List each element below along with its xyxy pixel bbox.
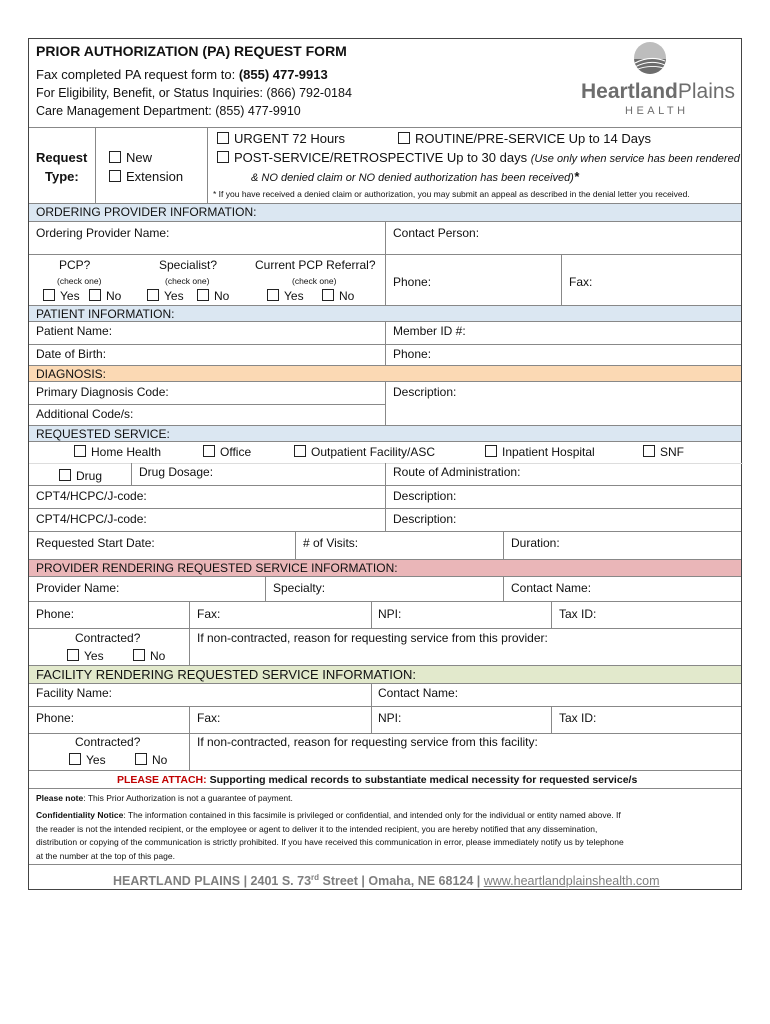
request-type-label-2: Type: xyxy=(45,169,79,184)
checkbox-icon xyxy=(197,289,209,301)
rule xyxy=(29,531,741,532)
address-footer: HEARTLAND PLAINS | 2401 S. 73rd Street | Omaha, NE 68124 | www.heartlandplainshealth.com xyxy=(113,873,660,889)
diagnosis-header: DIAGNOSIS: xyxy=(29,365,741,381)
conf-line-4: at the number at the top of this page. xyxy=(36,850,175,861)
yes-label: Yes xyxy=(86,753,106,767)
rendering-fax-label: Fax: xyxy=(197,607,221,621)
rule xyxy=(29,770,741,771)
cpt-code-2-label: CPT4/HCPC/J-code: xyxy=(36,512,147,526)
cpt-description-1-label: Description: xyxy=(393,489,457,503)
facility-phone-label: Phone: xyxy=(36,711,75,725)
rendering-contracted-no-checkbox[interactable] xyxy=(133,649,165,663)
drug-checkbox[interactable] xyxy=(59,469,102,483)
street-2: Street xyxy=(319,874,358,889)
conf-text-1: : The information contained in this facsimile is privileged or confidential, and intended only for the individual or entity named above. If xyxy=(123,810,621,820)
rendering-phone-label: Phone: xyxy=(36,607,75,621)
post-service-note: (Use only when service has been rendered xyxy=(530,153,740,165)
divider xyxy=(207,127,208,203)
ordering-fax-label: Fax: xyxy=(569,275,593,289)
ordering-phone-label: Phone: xyxy=(393,275,432,289)
yes-label: Yes xyxy=(284,289,304,303)
facility-header: FACILITY RENDERING REQUESTED SERVICE INFORMATION: xyxy=(29,665,741,683)
routine-label: ROUTINE/PRE-SERVICE Up to 14 Days xyxy=(415,131,651,146)
ordering-provider-name-label: Ordering Provider Name: xyxy=(36,226,170,240)
please-attach-line xyxy=(117,773,637,787)
outpatient-label: Outpatient Facility/ASC xyxy=(311,445,436,459)
rendering-provider-name-label: Provider Name: xyxy=(36,581,120,595)
snf-checkbox[interactable] xyxy=(643,445,684,459)
rule xyxy=(29,601,741,602)
rule xyxy=(29,254,741,255)
pa-request-form xyxy=(28,38,742,890)
facility-fax-label: Fax: xyxy=(197,711,221,725)
checkbox-icon xyxy=(322,289,334,301)
request-type-label-1: Request xyxy=(36,150,88,165)
logo-heartland: Heartland xyxy=(581,80,678,103)
new-label: New xyxy=(126,150,153,165)
extension-checkbox[interactable] xyxy=(109,170,183,184)
checkbox-icon xyxy=(147,289,159,301)
specialist-yes-checkbox[interactable] xyxy=(147,289,184,303)
urgent-label: URGENT 72 Hours xyxy=(234,131,346,146)
street-suffix: rd xyxy=(311,873,320,882)
divider xyxy=(503,531,504,559)
post-service-note-2 xyxy=(251,170,579,185)
checkbox-icon xyxy=(59,469,71,481)
primary-diagnosis-label: Primary Diagnosis Code: xyxy=(36,385,169,399)
please-attach-label: PLEASE ATTACH: xyxy=(117,774,207,786)
company-name: HEARTLAND PLAINS xyxy=(113,874,241,889)
member-id-label: Member ID #: xyxy=(393,324,466,338)
patient-name-label: Patient Name: xyxy=(36,324,113,338)
patient-info-header: PATIENT INFORMATION: xyxy=(29,305,741,321)
checkbox-icon xyxy=(203,445,215,457)
checkbox-icon xyxy=(217,132,229,144)
patient-phone-label: Phone: xyxy=(393,347,432,361)
checkbox-icon xyxy=(43,289,55,301)
check-one-note: (check one) xyxy=(57,276,102,286)
heartland-plains-logo-icon xyxy=(633,41,667,75)
divider xyxy=(561,254,562,305)
logo-plains: Plains xyxy=(677,80,736,103)
rule xyxy=(29,404,386,405)
facility-npi-label: NPI: xyxy=(378,711,402,725)
office-checkbox[interactable] xyxy=(203,445,251,459)
rule xyxy=(29,683,741,684)
rule xyxy=(29,508,741,509)
no-label: No xyxy=(152,753,168,767)
pcp-yes-checkbox[interactable] xyxy=(43,289,80,303)
additional-codes-label: Additional Code/s: xyxy=(36,407,134,421)
checkbox-icon xyxy=(109,151,121,163)
checkbox-icon xyxy=(109,170,121,182)
specialist-label: Specialist? xyxy=(159,258,218,272)
street: 2401 S. 73 xyxy=(250,874,312,889)
website-link[interactable]: www.heartlandplainshealth.com xyxy=(483,874,660,889)
checkbox-icon xyxy=(294,445,306,457)
rendering-provider-header: PROVIDER RENDERING REQUESTED SERVICE INFORMATION: xyxy=(29,559,741,576)
post-service-label: POST-SERVICE/RETROSPECTIVE Up to 30 days xyxy=(234,150,528,165)
rule xyxy=(29,733,741,734)
divider xyxy=(385,221,386,305)
rendering-contracted-yes-checkbox[interactable] xyxy=(67,649,104,663)
please-note-line xyxy=(36,791,293,805)
no-label: No xyxy=(106,289,122,303)
please-note-text: : This Prior Authorization is not a guarantee of payment. xyxy=(83,793,293,803)
checkbox-icon xyxy=(485,445,497,457)
rendering-contracted-label: Contracted? xyxy=(75,631,141,645)
divider xyxy=(385,381,386,425)
divider xyxy=(131,463,132,485)
divider xyxy=(371,601,372,628)
asterisk: * xyxy=(573,169,579,184)
divider xyxy=(295,531,296,559)
rule xyxy=(29,706,741,707)
contact-person-label: Contact Person: xyxy=(393,226,480,240)
visits-label: # of Visits: xyxy=(303,536,359,550)
divider xyxy=(189,601,190,665)
rule xyxy=(29,485,741,486)
checkbox-icon xyxy=(398,132,410,144)
fax-number: (855) 477-9913 xyxy=(238,67,328,82)
checkbox-icon xyxy=(69,753,81,765)
checkbox-icon xyxy=(217,151,229,163)
rule xyxy=(29,864,741,865)
yes-label: Yes xyxy=(84,649,104,663)
specialist-no-checkbox[interactable] xyxy=(197,289,229,303)
pcp-no-checkbox[interactable] xyxy=(89,289,121,303)
inpatient-label: Inpatient Hospital xyxy=(502,445,595,459)
start-date-label: Requested Start Date: xyxy=(36,536,155,550)
checkbox-icon xyxy=(643,445,655,457)
referral-no-checkbox[interactable] xyxy=(322,289,354,303)
drug-label: Drug xyxy=(76,469,103,483)
snf-label: SNF xyxy=(660,445,684,459)
diagnosis-description-label: Description: xyxy=(393,385,457,399)
divider xyxy=(189,706,190,770)
post-note-text: & NO denied claim or NO denied authorization has been received) xyxy=(251,172,574,184)
yes-label: Yes xyxy=(60,289,80,303)
duration-label: Duration: xyxy=(511,536,560,550)
pcp-label: PCP? xyxy=(59,258,91,272)
form-title: PRIOR AUTHORIZATION (PA) REQUEST FORM xyxy=(36,43,347,59)
home-health-label: Home Health xyxy=(91,445,162,459)
facility-contracted-no-checkbox[interactable] xyxy=(135,753,167,767)
facility-tax-id-label: Tax ID: xyxy=(559,711,597,725)
rendering-noncontracted-reason-label: If non-contracted, reason for requesting service from this provider: xyxy=(197,631,548,645)
divider xyxy=(503,576,504,601)
appeal-footnote: * If you have received a denied claim or authorization, you may submit an appeal as described in the denial letter you received. xyxy=(213,189,690,199)
logo-wordmark xyxy=(581,80,735,104)
please-attach-text: Supporting medical records to substantiate medical necessity for requested service/s xyxy=(209,774,638,786)
rendering-tax-id-label: Tax ID: xyxy=(559,607,597,621)
inpatient-checkbox[interactable] xyxy=(485,445,595,459)
dob-label: Date of Birth: xyxy=(36,347,107,361)
routine-checkbox[interactable] xyxy=(398,132,651,146)
yes-label: Yes xyxy=(164,289,184,303)
check-one-note: (check one) xyxy=(292,276,337,286)
rule xyxy=(29,344,741,345)
rendering-contact-name-label: Contact Name: xyxy=(511,581,592,595)
office-label: Office xyxy=(220,445,252,459)
request-type-top-rule xyxy=(29,127,741,128)
confidentiality-notice xyxy=(36,809,624,863)
facility-contracted-yes-checkbox[interactable] xyxy=(69,753,106,767)
no-label: No xyxy=(214,289,230,303)
referral-yes-checkbox[interactable] xyxy=(267,289,304,303)
rule xyxy=(29,463,743,464)
no-label: No xyxy=(150,649,166,663)
rule xyxy=(29,628,741,629)
extension-label: Extension xyxy=(126,169,184,184)
ordering-provider-header: ORDERING PROVIDER INFORMATION: xyxy=(29,203,741,221)
rendering-npi-label: NPI: xyxy=(378,607,402,621)
home-health-checkbox[interactable] xyxy=(74,445,161,459)
please-note-label: Please note xyxy=(36,793,84,803)
urgent-checkbox[interactable] xyxy=(217,132,345,146)
cpt-code-1-label: CPT4/HCPC/J-code: xyxy=(36,489,147,503)
route-admin-label: Route of Administration: xyxy=(393,465,521,479)
eligibility-line: For Eligibility, Benefit, or Status Inquiries: (866) 792-0184 xyxy=(36,86,352,100)
divider xyxy=(371,683,372,733)
fax-line xyxy=(36,68,328,82)
check-one-note: (check one) xyxy=(165,276,210,286)
fax-label: Fax completed PA request form to: xyxy=(36,67,236,82)
divider xyxy=(95,127,96,203)
checkbox-icon xyxy=(74,445,86,457)
cpt-description-2-label: Description: xyxy=(393,512,457,526)
care-mgmt-line: Care Management Department: (855) 477-9910 xyxy=(36,104,301,118)
requested-service-header: REQUESTED SERVICE: xyxy=(29,425,741,441)
logo-health: HEALTH xyxy=(625,105,689,117)
divider xyxy=(551,601,552,628)
new-checkbox[interactable] xyxy=(109,151,152,165)
rule xyxy=(29,788,741,789)
divider xyxy=(265,576,266,601)
checkbox-icon xyxy=(133,649,145,661)
rule xyxy=(29,441,741,442)
facility-noncontracted-reason-label: If non-contracted, reason for requesting service from this facility: xyxy=(197,735,538,749)
divider xyxy=(385,463,386,531)
facility-contact-name-label: Contact Name: xyxy=(378,686,459,700)
conf-line-2: the reader is not the intended recipient, or the employee or agent to deliver it to the intended recipient, you are hereby notified that any dissemination, xyxy=(36,823,598,834)
outpatient-checkbox[interactable] xyxy=(294,445,435,459)
checkbox-icon xyxy=(267,289,279,301)
checkbox-icon xyxy=(67,649,79,661)
no-label: No xyxy=(339,289,355,303)
city: Omaha, NE 68124 xyxy=(368,874,474,889)
specialty-label: Specialty: xyxy=(273,581,326,595)
conf-line-3: distribution or copying of the communication is strictly prohibited. If you have received this communication in error, please immediately notify us by telephone xyxy=(36,837,624,847)
facility-contracted-label: Contracted? xyxy=(75,735,141,749)
facility-name-label: Facility Name: xyxy=(36,686,113,700)
rule xyxy=(29,576,741,577)
divider xyxy=(551,706,552,733)
pcp-referral-label: Current PCP Referral? xyxy=(255,258,376,272)
drug-dosage-label: Drug Dosage: xyxy=(139,465,214,479)
conf-label: Confidentiality Notice xyxy=(36,810,124,820)
checkbox-icon xyxy=(135,753,147,765)
conf-line-1 xyxy=(36,809,624,823)
checkbox-icon xyxy=(89,289,101,301)
post-service-checkbox[interactable] xyxy=(217,151,740,166)
